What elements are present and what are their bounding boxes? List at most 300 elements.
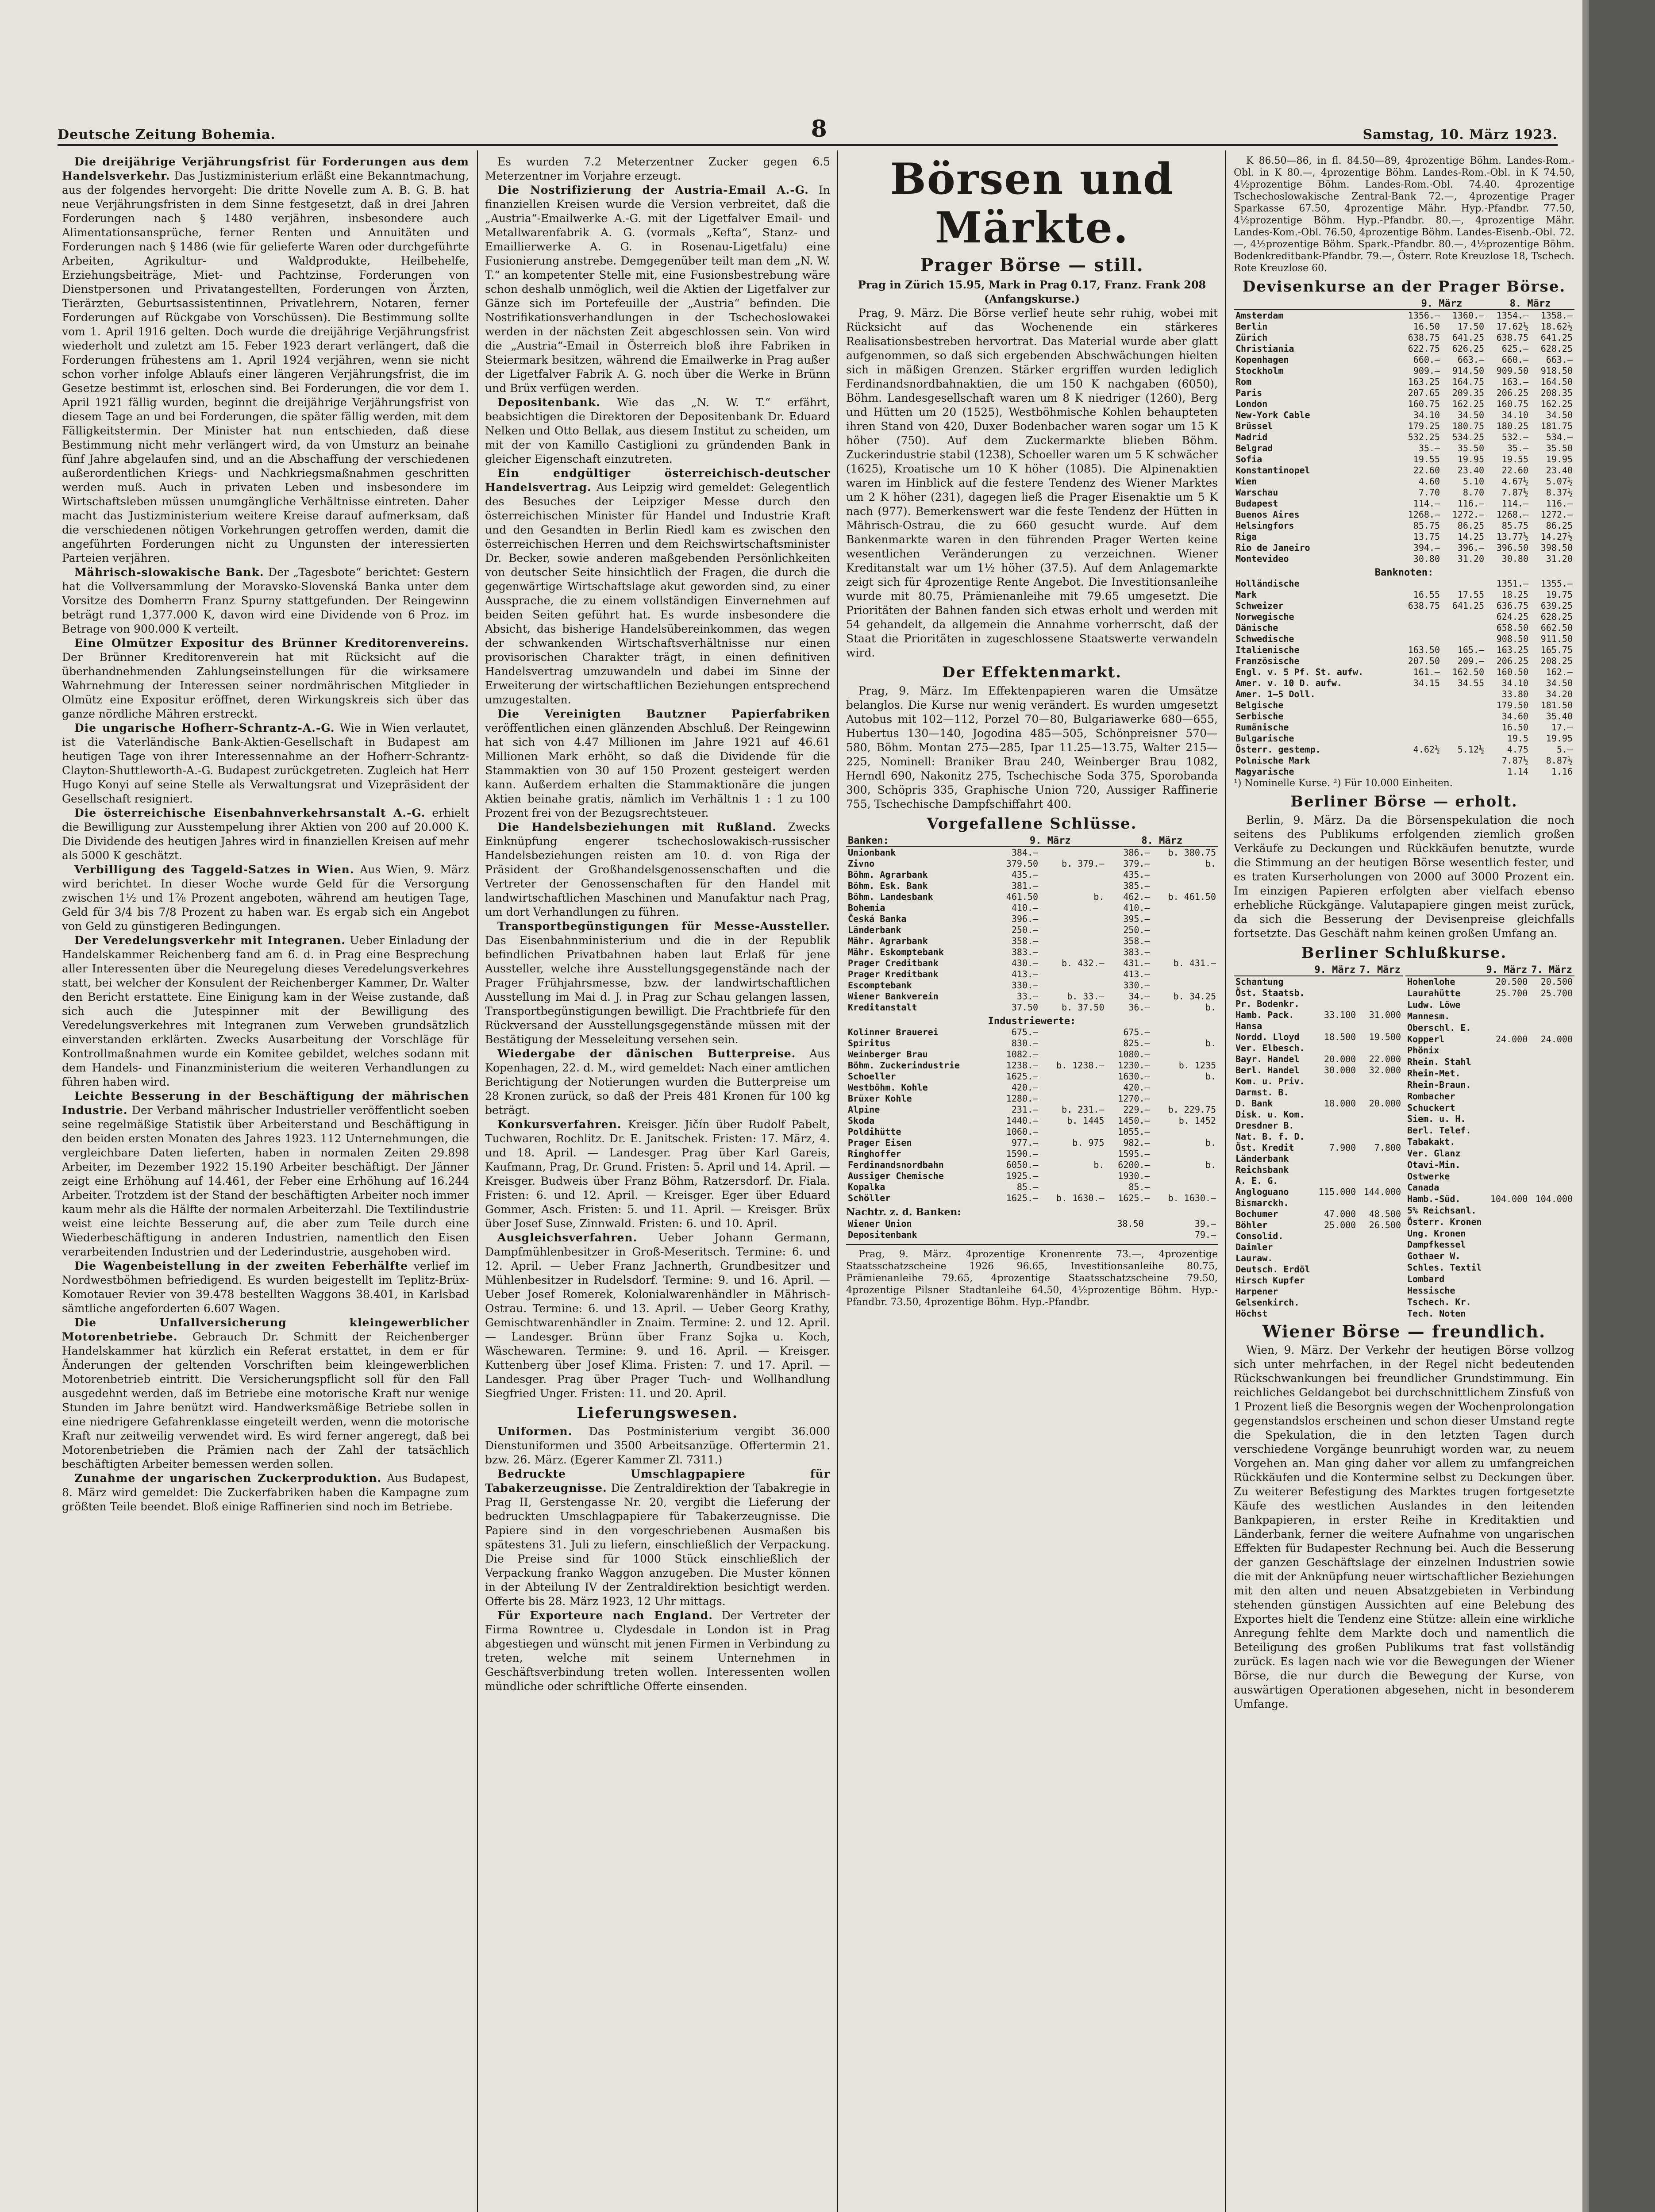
- currency-name: Österr. gestemp.: [1235, 744, 1321, 755]
- berlin-col-date: 7. März: [1529, 964, 1574, 976]
- stock-value: 7.800: [1374, 1142, 1401, 1153]
- article-body: Aus Wien, 9. März wird berichtet. In dieser Woche wurde Geld für die Versorgung zwischen 1½ und 1⅞ Prozent angeboten, während am heutigen Tage, Geld für 3/4 bis 7/8 Prozent zu haben war. Es ergab sich ein Angebot von Geld zu günstigeren Bedingungen.: [62, 863, 469, 933]
- rate-value: 207.65: [1408, 388, 1440, 398]
- rate-value: 19.55: [1501, 454, 1528, 465]
- currency-name: Amer. v. 10 D. aufw.: [1235, 678, 1342, 688]
- rate-value: 34.10: [1501, 678, 1528, 688]
- rate-value: 208.35: [1540, 388, 1573, 398]
- stock-value: [1312, 1175, 1358, 1187]
- berlin-report: Berlin, 9. März. Da die Börsenspekulation die noch seitens des Publikums erfolgenden ziemlich großen Verkäufe zu Deckungen und Rückkäufen benutzte, wurde die Stimmung an der heutigen Börse wesentlich fester, und es traten Kurserholungen von 2000 auf 3000 Prozent ein. Im einzigen Papieren erfolgten aber vielfach ebenso erhebliche Rückgänge. Valutapapiere gingen meist zurück, da sich die Besserung der Devisenpreise gleichfalls fortsetzte. Das Geschäft nahm keinen großen Umfang an.: [1234, 814, 1574, 940]
- stock-name: Hamb. Pack.: [1235, 1010, 1294, 1020]
- stock-name: Canada: [1407, 1182, 1439, 1193]
- stock-value: 30.000: [1324, 1065, 1356, 1075]
- article: [485, 1047, 830, 1118]
- article: [62, 636, 469, 721]
- rate-value: [1397, 711, 1442, 722]
- rate-value: 641.25: [1452, 332, 1484, 343]
- rate-value: 34.10: [1501, 410, 1528, 420]
- stock-value: [1358, 1286, 1403, 1297]
- quote-row: [846, 1049, 1218, 1060]
- rate-value: 34.10: [1413, 410, 1440, 420]
- quote-value: 1230.—: [1118, 1060, 1150, 1071]
- stock-name: Kom. u. Priv.: [1235, 1076, 1305, 1087]
- quote-value: 675.—: [1011, 1027, 1039, 1037]
- stock-value: [1312, 1120, 1358, 1131]
- currency-row: [1234, 498, 1574, 509]
- stock-value: [1358, 1021, 1403, 1032]
- rate-value: [1442, 634, 1486, 645]
- article-body: Gebrauch Dr. Schmitt der Reichenberger Handelskammer hat kürzlich ein Referat erstattet, in dem er für Änderungen der geltenden Vorschriften beim kleingewerblichen Motorenbetrieb eintritt. Die Versicherungspflicht soll für den Fall ausgedehnt werden, daß im Betriebe eine motorische Kraft nur wenige Stunden im Jahre benützt wird. Handwerksmäßige Betriebe sollen in eine niedrigere Gefahrenklasse eingeteilt werden, wenn die motorische Kraft nur zeitweilig verwendet wird. Es wird ferner angeregt, daß bei Motorenbetrieben die Prämien nach der Zahl der tatsächlich beschäftigten Arbeiter bemessen werden sollen.: [62, 1330, 469, 1471]
- article-body: Aus Kopenhagen, 22. d. M., wird gemeldet: Nach einer amtlichen Berichtigung der Notierungen wurden die Butterpreise um 28 Kronen zurück, so daß der Preis 481 Kronen für 100 kg beträgt.: [485, 1047, 830, 1117]
- rate-value: 34.50: [1546, 410, 1573, 420]
- stock-value: [1484, 1159, 1529, 1171]
- currency-name: Rom: [1235, 376, 1252, 387]
- stock-name: Böhler: [1235, 1220, 1268, 1230]
- stock-row: [1405, 1137, 1574, 1148]
- stock-row: [1234, 1275, 1403, 1286]
- currency-name: Engl. v. 5 Pf. St. aufw.: [1235, 667, 1363, 677]
- rate-value: 534.25: [1452, 432, 1484, 442]
- rate-value: 1268.—: [1496, 509, 1528, 520]
- stock-value: [1484, 1171, 1529, 1182]
- rate-value: 1.16: [1551, 766, 1573, 777]
- article: [485, 1609, 830, 1694]
- rate-value: 17.—: [1551, 722, 1573, 733]
- stock-name: Österr. Kronen: [1407, 1216, 1482, 1227]
- rate-value: 31.20: [1546, 553, 1573, 564]
- quote-value: 229.—: [1123, 1104, 1150, 1115]
- quote-row: [846, 1002, 1218, 1013]
- section-title: Börsen und Märkte.: [890, 155, 1174, 253]
- rate-value: 628.25: [1540, 343, 1573, 354]
- closing-note: Nachtr. z. d. Banken:: [846, 1206, 961, 1218]
- stock-value: [1312, 1308, 1358, 1319]
- article-headline: Uniformen.: [497, 1425, 573, 1438]
- currency-row: [1234, 689, 1574, 700]
- security-name: Unionbank: [848, 847, 896, 858]
- rate-value: 34.15: [1413, 678, 1440, 688]
- currency-row: [1234, 578, 1574, 589]
- rate-value: 5.10: [1463, 476, 1484, 487]
- rate-value: 114.—: [1413, 498, 1440, 509]
- stock-value: [1484, 1285, 1529, 1296]
- rate-value: 164.50: [1540, 376, 1573, 387]
- stock-name: Hessische: [1407, 1285, 1455, 1296]
- currency-name: Rumänische: [1235, 722, 1289, 733]
- article: [62, 565, 469, 636]
- quote-value: [1040, 1049, 1106, 1060]
- quote-value: 675.—: [1123, 1027, 1150, 1037]
- stock-value: [1358, 1231, 1403, 1242]
- quote-value: 385.—: [1123, 880, 1150, 891]
- currency-row: [1234, 634, 1574, 645]
- currency-row: [1234, 722, 1574, 733]
- rate-value: [1442, 722, 1486, 733]
- currency-name: Dänische: [1235, 622, 1278, 633]
- quote-value: [1040, 936, 1106, 947]
- rate-value: 22.60: [1501, 465, 1528, 476]
- rate-value: 165.75: [1540, 645, 1573, 655]
- rate-value: 16.50: [1501, 722, 1528, 733]
- article: [62, 1316, 469, 1471]
- rate-value: 14.27½: [1540, 531, 1573, 542]
- stock-value: [1358, 998, 1403, 1010]
- rate-value: [1397, 578, 1442, 589]
- stock-value: [1358, 1109, 1403, 1120]
- prague-paragraph: Prag, 9. März. Die Börse verlief heute sehr ruhig, wobei mit Rücksicht auf das Wochenende ein stärkeres Realisationsbestreben hervortrat. Das Material wurde aber glatt aufgenommen, so daß sich ergebenden Abschwächungen hielten sich in mäßigen Grenzen. Stärker ergriffen wurden lediglich Ferdinandsnordbahnaktien, die um 150 K nachgaben (6050), Böhm. Landesgesellschaft waren um 8 K niedriger (1260), Berg und Hütten um 20 (1525), Westböhmische Kohlen behaupteten ihren Stand von 420, Duxer Bodenbacher waren sogar um 15 K höher (750). Auf dem Zuckermarkte blieben Böhm. Zuckerindustrie stabil (1238), Schoeller waren um 5 K schwächer (1625), Kroatische um 10 K höher (1085). Die Alpinenaktien waren im Hinblick auf die festere Tendenz des Wiener Marktes um 2 K höher (231), dagegen ließ die Prager Eisenaktie um 5 K nach (977). Bemerkenswert war die feste Tendenz der Hütten in Mährisch-Ostrau, die zu 660 gesucht wurde. Auf dem Bankenmarkte waren in den führenden Prager Werten keine wesentlichen Veränderungen zu verzeichnen. Wiener Kreditanstalt war um 1½ höher (37.5). Auf dem Anlagemarkte zeigt sich für 4prozentige Rente Angebot. Die Investitionsanleihe wurde mit 80.75, Prämienanleihe mit 79.65 umgesetzt. Die Prioritäten der Bahnen fanden sich etwas erholt und werden mit 54 gehandelt, da allgemein die Annahme vorherrscht, daß der Staat die Prioritäten in zugeschlossene Staatswerte verwandeln wird.: [846, 307, 1218, 659]
- stock-value: [1484, 1148, 1529, 1159]
- rate-value: 160.50: [1496, 667, 1528, 677]
- stock-value: [1312, 987, 1358, 998]
- quote-value: [1152, 869, 1218, 880]
- stock-row: [1234, 998, 1403, 1010]
- rate-value: 1351.—: [1496, 578, 1528, 589]
- rate-value: 911.50: [1540, 634, 1573, 644]
- quote-value: [1040, 869, 1106, 880]
- security-name: Zivno: [848, 858, 875, 869]
- currency-name: Belgrad: [1235, 443, 1273, 453]
- quote-row: [846, 902, 1218, 914]
- currency-name: Warschau: [1235, 487, 1278, 498]
- stock-row: [1405, 1308, 1574, 1319]
- currency-row: [1234, 432, 1574, 443]
- stock-value: [1312, 1131, 1358, 1142]
- quote-value: [1152, 1126, 1218, 1137]
- article-headline: Konkursverfahren.: [497, 1118, 622, 1131]
- article: [62, 933, 469, 1089]
- currency-row: [1234, 645, 1574, 656]
- stock-name: Angloguano: [1235, 1187, 1289, 1197]
- security-name: Skoda: [848, 1115, 875, 1126]
- rate-value: 394.—: [1413, 542, 1440, 553]
- rate-value: [1397, 622, 1442, 634]
- prague-report: [846, 306, 1218, 660]
- stock-row: [1405, 1079, 1574, 1091]
- stock-name: Hirsch Kupfer: [1235, 1275, 1305, 1286]
- quote-value: [1040, 1126, 1106, 1137]
- quote-value: 250.—: [1011, 925, 1039, 935]
- rate-value: 624.25: [1496, 611, 1528, 622]
- stock-value: 19.500: [1369, 1032, 1401, 1042]
- quote-value: b. 461.50: [1168, 891, 1216, 902]
- currency-row: [1234, 531, 1574, 542]
- vienna-report: Wien, 9. März. Der Verkehr der heutigen Börse vollzog sich unter mehrfachen, in der Regel nicht bedeutenden Rückschwankungen bei freundlicher Grundstimmung. Ein reichliches Geldangebot bei durchschnittlichem Zinsfuß von 1 Prozent ließ die Besorgnis wegen der Wochenprolongation gegenstandslos erscheinen und schon dieser Umstand regte die Spekulation, die in den letzten Tagen durch verschiedene Vorgänge beunruhigt worden war, zu neuem Vorgehen an. Man ging daher vor allem zu umfangreichen Rückkäufen und die Kontermine selbst zu Deckungen über. Zu weiterer Befestigung des Marktes trugen fortgesetzte Käufe des westlichen Auslandes in den leitenden Bankpapieren, in erster Reihe in Kreditaktien und Länderbank, ferner die weitere Aufnahme von ungarischen Effekten für Budapester Rechnung bei. Auch die Besserung der ganzen Geschäftslage der einzelnen Industrien sowie die mit der Anknüpfung neuer wirtschaftlicher Beziehungen mit den alten und neuen Absatzgebieten in Verbindung stehenden günstigen Aussichten auf eine Belebung des Exportes hielt die Tendenz eine Stütze: allein eine wirkliche Anregung fehlte dem Markte doch und namentlich die Beteiligung des großen Publikums trat fast vollständig zurück. Es lagen nach wie vor die Bewegungen der Wiener Börse, die nur durch die Bewegung der Kurse, von auswärtigen Operationen abgesehen, nicht in besonderem Umfange.: [1234, 1344, 1574, 1710]
- stock-value: [1484, 1056, 1529, 1068]
- currency-name: Französische: [1235, 656, 1300, 666]
- article-body: Aus Leipzig wird gemeldet: Gelegentlich des Besuches der Leipziger Messe durch den österreichischen Minister für Handel und Industrie Kraft und den Gesandten in Berlin Riedl kam es zwischen den österreichischen Herren und dem Reichswirtschaftsminister Dr. Becker, sowie anderen maßgebenden Persönlichkeiten von deutscher Seite hinsichtlich der Fragen, die durch die gegenwärtige Wirtschaftslage akut geworden sind, zu einer Aussprache, die zu einem vollständigen Einvernehmen auf beiden Seiten geführt hat. Es wurde insbesondere die Absicht, das bisherige Handelsübereinkommen, das wegen der schwankenden Wirtschaftsverhältnisse nur einen provisorischen Charakter trägt, in einen definitiven Handelsvertrag umzuwandeln und dabei im Sinne der Erweiterung der wirtschaftlichen Beziehungen entsprechend umzugestalten.: [485, 481, 830, 706]
- stock-value: [1529, 1285, 1574, 1296]
- article-headline: Der Veredelungsverkehr mit Integranen.: [74, 934, 346, 947]
- article-body: verlief im Nordwestböhmen befriedigend. Es wurden beigestellt im Teplitz-Brüx-Komotauer Revier von 39.478 bestellten Waggons 38.401, in Karlsbad sämtliche angeforderten 6.607 Wagen.: [62, 1260, 469, 1315]
- stock-name: Tschech. Kr.: [1407, 1296, 1471, 1307]
- stock-value: [1358, 1043, 1403, 1054]
- stock-value: [1358, 1120, 1403, 1131]
- stock-value: [1484, 1137, 1529, 1148]
- stock-row: [1405, 999, 1574, 1011]
- currency-row: [1234, 766, 1574, 777]
- stock-value: [1484, 1239, 1529, 1251]
- stock-value: 47.000: [1324, 1209, 1356, 1219]
- article: [485, 183, 830, 396]
- stock-value: [1484, 1102, 1529, 1114]
- rate-value: 5.07½: [1546, 476, 1573, 487]
- closing-col-date: 8. März: [1106, 835, 1218, 847]
- rate-value: 31.20: [1457, 553, 1484, 564]
- quote-value: 1625.—: [1006, 1071, 1039, 1082]
- stock-row: [1234, 1308, 1403, 1319]
- article-body: Das Eisenbahnministerium und die in der Republik befindlichen Privatbahnen haben laut Erlaß für jene Aussteller, welche ihre Ausstellungsgegenstände nach der Prager Frühjahrsmesse, bzw. der landwirtschaftlichen Ausstellung im Mai d. J. in Prag zur Schau gelangen lassen, Transportbegünstigungen bewilligt. Die Frachtbriefe für den Rückversand der Ausstellungsgegenstände müssen mit der Bestätigung der Messeleitung versehen sein.: [485, 934, 830, 1046]
- rate-value: 638.75: [1408, 600, 1440, 611]
- quote-value: [1040, 847, 1106, 858]
- quote-value: [1040, 925, 1106, 936]
- stock-value: [1484, 1308, 1529, 1319]
- article-headline: Die dreijährige Verjährungsfrist für Forderungen aus dem Handelsverkehr.: [62, 155, 469, 182]
- rate-value: 1272.—: [1540, 509, 1573, 520]
- rate-value: 35.50: [1546, 443, 1573, 453]
- rate-value: 163.50: [1408, 645, 1440, 655]
- quote-row: [846, 1071, 1218, 1082]
- quote-value: 34.—: [1128, 991, 1150, 1002]
- rate-value: 206.25: [1496, 388, 1528, 398]
- currency-row: [1234, 343, 1574, 354]
- stock-name: Oberschl. E.: [1407, 1022, 1471, 1033]
- newspaper-name: Deutsche Zeitung Bohemia.: [58, 127, 276, 142]
- security-name: Prager Kreditbank: [848, 969, 939, 979]
- rate-value: 628.25: [1540, 611, 1573, 622]
- rate-value: 396.50: [1496, 542, 1528, 553]
- rate-value: [1397, 611, 1442, 622]
- quote-value: [1040, 1082, 1106, 1093]
- currency-name: Sofia: [1235, 454, 1262, 465]
- stock-value: [1312, 1231, 1358, 1242]
- currency-name: Stockholm: [1235, 365, 1284, 376]
- article-body: Das Justizministerium erläßt eine Bekanntmachung, aus der folgendes hervorgeht: Die dritte Novelle zum A. B. G. B. hat neue Verjährungsfristen in dem Sinne festgesetzt, daß in drei Jahren Forderungen nach § 1480 verjähren, insbesondere auch Alimentationsansprüche, ferner Renten und Annuitäten und Forderungen nach § 1486 (wie für gelieferte Waren oder durchgeführte Arbeiten, Agrikultur- und Waldprodukte, Heilbehelfe, Erziehungsbeiträge, Miet- und Pachtzinse, Forderungen von Dienstpersonen und Privatangestellten, Forderungen von Ärzten, Tierärzten, Geburtsassistentinnen, Privatlehrern, Notaren, ferner Forderungen auf Rückgabe von Vorschüssen). Die Bestimmung sollte vom 1. April 1916 gelten. Doch wurde die dreijährige Verjährungsfrist wiederholt und zuletzt am 15. Feber 1923 derart verlängert, daß die Forderungen frühestens am 1. April 1924 verjähren, wenn sie nicht schon vorher infolge Ablaufs einer längeren Verjährungsfrist, die im Gesetze bestimmt ist, erloschen sind. Bei Forderungen, die vor dem 1. April 1921 fällig wurden, beginnt die dreijährige Verjährungsfrist von diesem Tage an und bei Forderungen, die später fällig werden, mit dem Fälligkeitstermin. Der Minister hat nun entschieden, daß diese Bestimmung nicht mehr verlängert wird, da von Umsturz an beinahe fünf Jahre abgelaufen sind, und an die Abschaffung der verschiedenen außerordentlichen Kriegs- und Nachkriegsmaßnahmen geschritten werden muß. Auch in privaten Leben und insbesondere im Wirtschaftsleben müssen unumgängliche Verhältnisse eintreten. Daher macht das Justizministerium weitere Kreise darauf aufmerksam, daß die verschiedenen nötigen Vorkehrungen getroffen werden, damit die angeführten Forderungen nicht zu Ungunsten der interessierten Parteien verjähren.: [62, 169, 469, 565]
- quote-value: b. 1235: [1178, 1060, 1216, 1071]
- rate-value: 163.—: [1501, 376, 1528, 387]
- stock-value: [1312, 1109, 1358, 1120]
- rate-value: 396.—: [1457, 542, 1484, 553]
- quote-value: 410.—: [1011, 902, 1039, 913]
- stock-value: [1484, 1045, 1529, 1056]
- currency-row: [1234, 476, 1574, 487]
- stock-row: [1234, 987, 1403, 998]
- stock-value: 25.700: [1540, 988, 1573, 999]
- scan-edge: [1582, 0, 1589, 2212]
- currency-row: [1234, 542, 1574, 553]
- article: [485, 919, 830, 1047]
- stock-value: [1484, 1114, 1529, 1125]
- currency-row: [1234, 454, 1574, 465]
- quote-value: b. 1452: [1178, 1115, 1216, 1126]
- quote-value: 430.—: [1011, 958, 1039, 968]
- article-headline: Zunahme der ungarischen Zuckerproduktion.: [74, 1472, 382, 1485]
- stock-value: [1358, 1275, 1403, 1286]
- rate-value: 4.75: [1507, 744, 1528, 755]
- security-name: Schoeller: [848, 1071, 896, 1082]
- article: [485, 820, 830, 919]
- rate-value: 1268.—: [1408, 509, 1440, 520]
- rate-value: 179.25: [1408, 421, 1440, 431]
- article: [485, 396, 830, 466]
- quote-value: 1925.—: [1006, 1171, 1039, 1181]
- stock-value: [1529, 1079, 1574, 1091]
- stock-row: [1234, 1120, 1403, 1131]
- security-name: Alpine: [848, 1104, 880, 1115]
- stock-row: [1405, 1171, 1574, 1182]
- currency-name: Belgische: [1235, 700, 1284, 710]
- rate-value: 19.75: [1546, 589, 1573, 600]
- stock-value: [1529, 1262, 1574, 1274]
- quote-value: b. 1238.—: [1056, 1060, 1105, 1071]
- stock-name: Disk. u. Kom.: [1235, 1109, 1305, 1120]
- stock-value: [1358, 1076, 1403, 1087]
- quote-row: [846, 1229, 1218, 1240]
- stock-name: D. Bank: [1235, 1098, 1273, 1109]
- rate-value: 625.—: [1501, 343, 1528, 354]
- quote-row: [846, 1126, 1218, 1137]
- stock-value: [1529, 1296, 1574, 1308]
- quote-row: [846, 925, 1218, 936]
- currency-row: [1234, 354, 1574, 365]
- stock-value: [1529, 999, 1574, 1011]
- stock-value: [1312, 1153, 1358, 1164]
- rate-value: [1397, 689, 1442, 700]
- rate-value: 1272.—: [1452, 509, 1484, 520]
- rate-value: 165.—: [1457, 645, 1484, 655]
- article: [485, 466, 830, 707]
- stock-row: [1405, 1091, 1574, 1102]
- quote-value: 379.—: [1123, 858, 1150, 869]
- stock-value: [1529, 1239, 1574, 1251]
- column-rule: [1225, 150, 1226, 2212]
- quote-value: 1238.—: [1006, 1060, 1039, 1071]
- stock-row: [1405, 1274, 1574, 1285]
- quote-value: 982.—: [1123, 1137, 1150, 1148]
- article-headline: Leichte Besserung in der Beschäftigung der mährischen Industrie.: [62, 1090, 469, 1117]
- berlin-close-heading: Berliner Schlußkurse.: [1301, 944, 1507, 962]
- stock-row: [1234, 1087, 1403, 1098]
- stock-row: [1234, 1198, 1403, 1209]
- stock-name: Daimler: [1235, 1242, 1273, 1252]
- rate-value: 35.—: [1507, 443, 1528, 453]
- rate-value: [1442, 622, 1486, 634]
- rate-value: 622.75: [1408, 343, 1440, 354]
- stock-row: [1234, 1153, 1403, 1164]
- currency-name: Paris: [1235, 388, 1262, 398]
- rate-value: 5.—: [1556, 744, 1573, 755]
- stock-value: [1529, 1216, 1574, 1228]
- rate-value: 14.25: [1457, 531, 1484, 542]
- article-headline: Ausgleichsverfahren.: [497, 1231, 638, 1244]
- rate-value: 34.60: [1501, 711, 1528, 722]
- stock-row: [1234, 1264, 1403, 1275]
- currency-name: Montevideo: [1235, 553, 1289, 564]
- quote-value: b. 975: [1072, 1137, 1105, 1148]
- quote-row: [846, 936, 1218, 947]
- stock-value: [1358, 976, 1403, 987]
- currency-row: [1234, 667, 1574, 678]
- stock-name: Rombacher: [1407, 1091, 1455, 1102]
- quote-value: 79.—: [1194, 1229, 1216, 1240]
- currency-name: Bulgarische: [1235, 733, 1294, 744]
- quote-value: 420.—: [1123, 1082, 1150, 1093]
- berlin-close-tables: [1234, 964, 1574, 1319]
- currency-row: [1234, 622, 1574, 634]
- security-name: Ferdinandsnordbahn: [848, 1160, 944, 1170]
- stock-row: [1234, 1054, 1403, 1065]
- stock-value: [1484, 1022, 1529, 1033]
- quote-value: 250.—: [1123, 925, 1150, 935]
- currency-name: Wien: [1235, 476, 1257, 487]
- quote-row: [846, 891, 1218, 902]
- security-name: Kolinner Brauerei: [848, 1027, 939, 1037]
- stock-row: [1405, 1125, 1574, 1137]
- column-rule: [837, 150, 838, 2212]
- article-headline: Für Exporteure nach England.: [497, 1609, 713, 1622]
- stock-name: Darmst. B.: [1235, 1087, 1289, 1098]
- stock-value: 25.700: [1495, 988, 1528, 999]
- rate-value: 34.50: [1457, 410, 1484, 420]
- rate-value: 638.75: [1408, 332, 1440, 343]
- stock-row: [1405, 1262, 1574, 1274]
- quote-row: [846, 1218, 1218, 1229]
- quote-value: b. 379.—: [1062, 858, 1105, 869]
- stock-name: Ludw. Löwe: [1407, 999, 1461, 1010]
- currency-name: Christiania: [1235, 343, 1294, 354]
- article-headline: Die Nostrifizierung der Austria-Email A.-G.: [497, 184, 809, 196]
- stock-value: [1529, 1251, 1574, 1262]
- stock-name: Berl. Handel: [1235, 1065, 1300, 1075]
- quote-value: b. 432.—: [1062, 958, 1105, 968]
- stock-row: [1234, 1021, 1403, 1032]
- rate-value: 34.50: [1546, 678, 1573, 688]
- security-name: Prager Eisen: [848, 1137, 912, 1148]
- article: [485, 1425, 830, 1467]
- rate-value: 23.40: [1457, 465, 1484, 476]
- rate-value: 33.80: [1501, 689, 1528, 699]
- stock-row: [1405, 1182, 1574, 1194]
- stock-value: [1358, 1242, 1403, 1253]
- rate-value: 34.20: [1546, 689, 1573, 699]
- quote-value: [1040, 980, 1106, 991]
- stock-name: Schuckert: [1407, 1102, 1455, 1113]
- rate-value: [1442, 711, 1486, 722]
- stock-name: Kopperl: [1407, 1033, 1445, 1045]
- rate-value: 663.—: [1457, 354, 1484, 365]
- currency-name: Holländische: [1235, 578, 1300, 589]
- rate-value: 164.75: [1452, 376, 1484, 387]
- stock-value: 104.000: [1490, 1194, 1528, 1205]
- stock-row: [1405, 1296, 1574, 1308]
- quote-row: [846, 1060, 1218, 1071]
- article-body: Ueber Einladung der Handelskammer Reichenberg fand am 6. d. in Prag eine Besprechung aller Interessenten über die Neuregelung dieses Veredelungsverkehres statt, bei welcher der Konsulent der Reichenberger Kammer, Dr. Walter den Bericht erstattete. Eine Einigung kam in der Weise zustande, daß sich auch die Jutespinner mit der Bewilligung des Veredelungsverkehres mit Integranen zum Verweben grundsätzlich einverstanden erklärten. Zwecks Ausarbeitung der Vorschläge für Kontrollmaßnahmen wurde ein Komitee gebildet, welches sodann mit dem Handels- und Finanzministerium die weiteren Verhandlungen zu führen haben wird.: [62, 934, 469, 1088]
- currency-name: New-York Cable: [1235, 410, 1310, 420]
- issue-date: Samstag, 10. März 1923.: [1362, 127, 1558, 142]
- stock-value: [1484, 999, 1529, 1011]
- quote-value: 435.—: [1123, 869, 1150, 880]
- quote-value: [1152, 1148, 1218, 1160]
- stock-name: Reichsbank: [1235, 1164, 1289, 1175]
- rate-value: 660.—: [1413, 354, 1440, 365]
- stock-value: 26.500: [1369, 1220, 1401, 1230]
- quote-value: 396.—: [1011, 914, 1039, 924]
- article: [485, 1118, 830, 1231]
- berlin-heading: Berliner Börse — erholt.: [1290, 793, 1518, 810]
- rate-value: 626.25: [1452, 343, 1484, 354]
- stock-name: Ver. Elbesch.: [1235, 1043, 1305, 1053]
- quote-value: 39.—: [1194, 1218, 1216, 1229]
- currency-row: [1234, 589, 1574, 600]
